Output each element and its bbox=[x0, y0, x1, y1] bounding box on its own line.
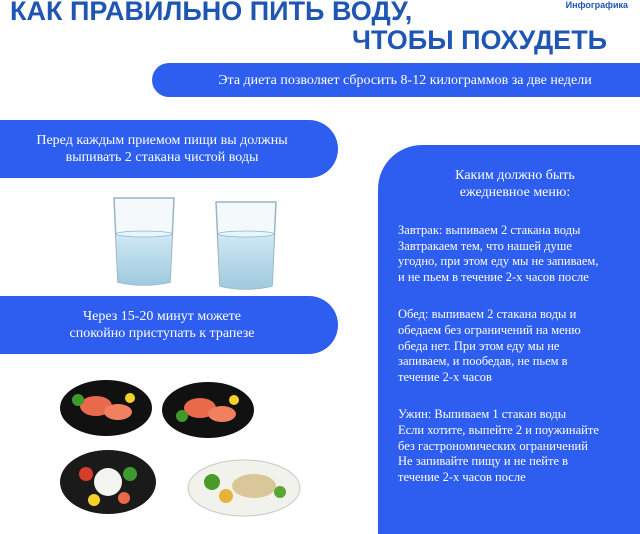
menu-line: Завтракаем тем, что нашей душе bbox=[398, 238, 572, 253]
tip-before-meal-line: Перед каждым приемом пищи вы должны bbox=[36, 133, 288, 148]
title-line-1: КАК ПРАВИЛЬНО ПИТЬ ВОДУ, bbox=[10, 0, 413, 26]
tip-after-wait-line: спокойно приступать к трапезе bbox=[69, 326, 255, 341]
menu-line: без гастрономических ограничений bbox=[398, 438, 588, 453]
infographic-badge: Инфографика bbox=[565, 0, 628, 10]
menu-line: обеда нет. При этом еду мы не bbox=[398, 338, 560, 353]
menu-line: угодно, при этом еду мы не запиваем, bbox=[398, 254, 599, 269]
menu-line: Не запивайте пищу и не пейте в bbox=[398, 454, 569, 469]
menu-line: Если хотите, выпейте 2 и поужинайте bbox=[398, 422, 599, 437]
food-plates-illustration bbox=[58, 370, 314, 534]
plate-fish-icon bbox=[60, 380, 152, 436]
glass-icon bbox=[114, 198, 174, 285]
plate-mixed-icon bbox=[60, 450, 156, 514]
menu-line: и не пьем в течение 2-х часов после bbox=[398, 269, 589, 284]
menu-heading-line: ежедневное меню: bbox=[459, 185, 571, 200]
tip-before-meal-line: выпивать 2 стакана чистой воды bbox=[65, 150, 259, 165]
subtitle-banner: Эта диета позволяет сбросить 8-12 килограммов за две недели bbox=[152, 63, 640, 97]
menu-line: течение 2-х часов bbox=[398, 369, 492, 384]
tip-after-wait-line: Через 15-20 минут можете bbox=[83, 309, 241, 324]
menu-heading-line: Каким должно быть bbox=[455, 168, 575, 183]
tip-after-wait bbox=[0, 296, 338, 354]
menu-line: течение 2-х часов после bbox=[398, 469, 526, 484]
plate-salad-icon bbox=[188, 460, 300, 516]
plate-fish-icon bbox=[162, 382, 254, 438]
menu-line: Завтрак: выпиваем 2 стакана воды bbox=[398, 223, 581, 237]
menu-line: Ужин: Выпиваем 1 стакан воды bbox=[398, 407, 567, 422]
menu-line: обедаем без ограничений на меню bbox=[398, 322, 581, 337]
menu-lunch bbox=[398, 307, 632, 385]
title-line-2: ЧТОБЫ ПОХУДЕТЬ bbox=[352, 25, 608, 55]
menu-line: запиваем, и пообедав, не пьем в bbox=[398, 354, 568, 369]
menu-breakfast bbox=[398, 223, 632, 285]
menu-dinner bbox=[398, 407, 632, 485]
tip-before-meal bbox=[0, 120, 338, 178]
glass-icon bbox=[216, 202, 276, 289]
water-glasses-illustration bbox=[100, 196, 300, 292]
menu-line: Обед: выпиваем 2 стакана воды и bbox=[398, 307, 577, 322]
daily-menu-panel bbox=[378, 145, 640, 534]
